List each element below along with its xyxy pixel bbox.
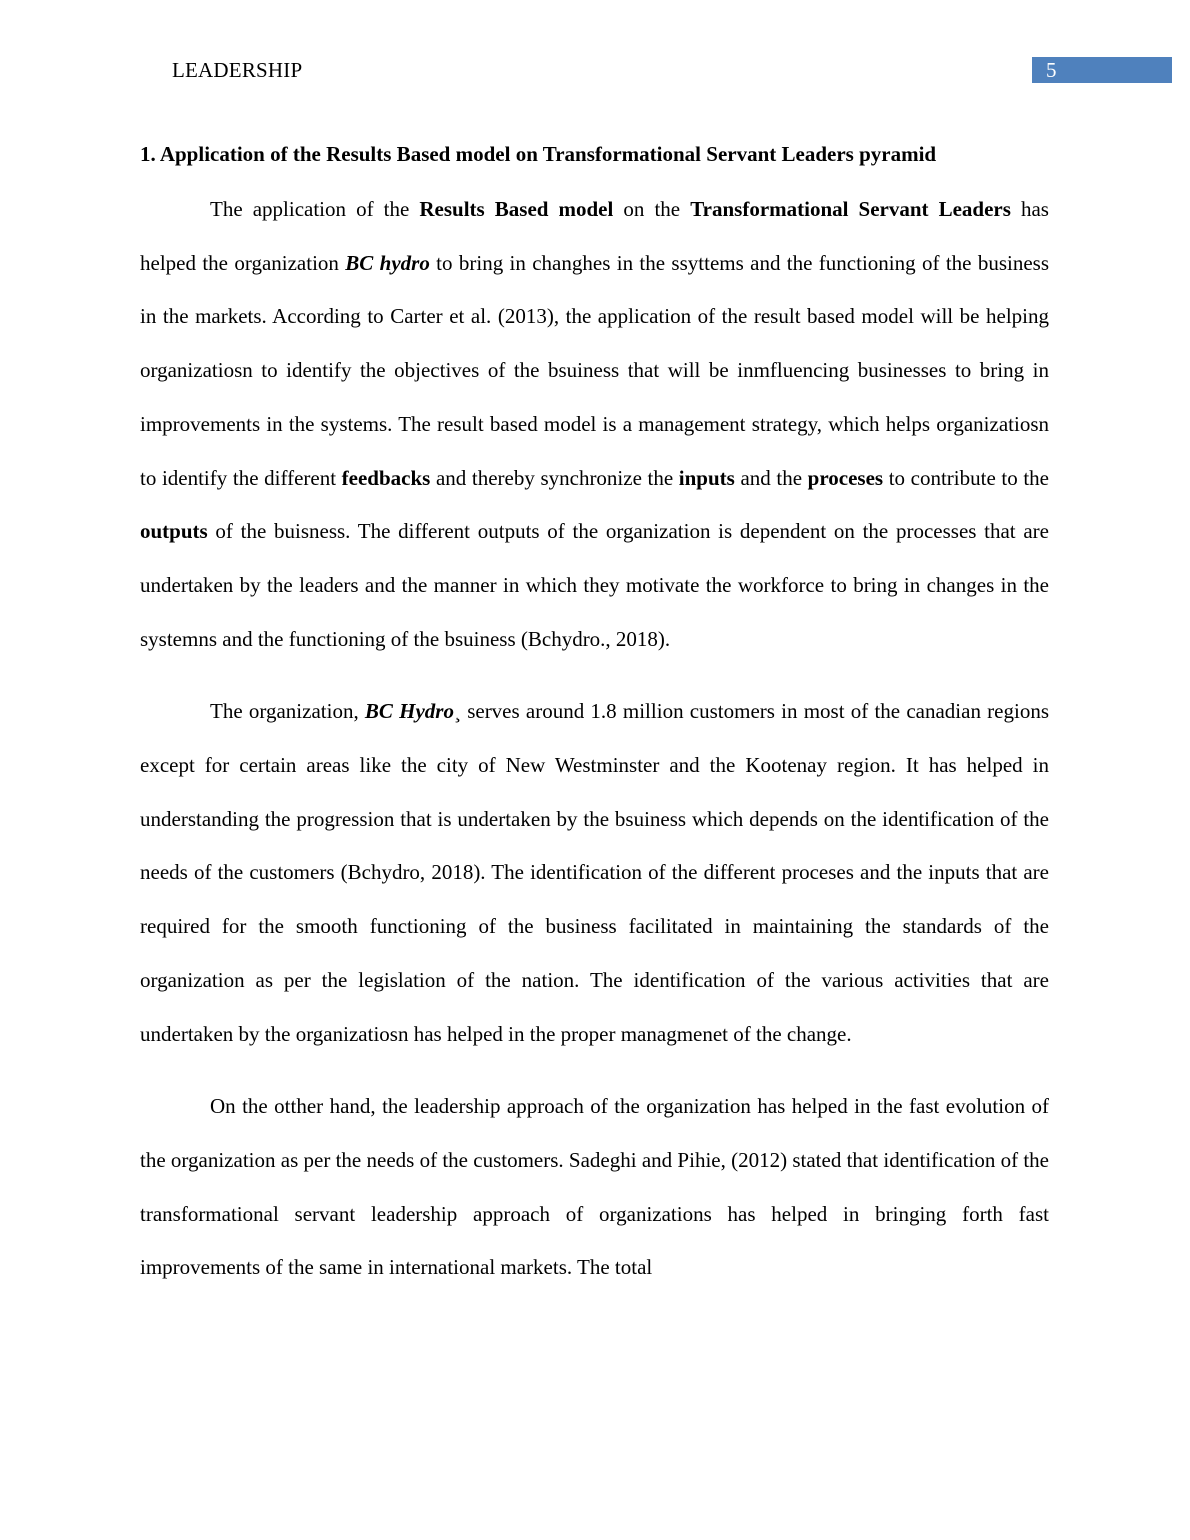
paragraph — [140, 183, 1049, 666]
text-run: ¸ serves around 1.8 million customers in most of the canadian regions except for certain areas like the city of New Westminster and the Kootenay region. It has helped in understanding the progression that is undertaken by the bsuiness which depends on the identification of the needs of the customers (Bchydro, 2018). The identification of the different proceses and the inputs that are required for the smooth functioning of the business facilitated in maintaining the standards of the organization as per the legislation of the nation. The identification of the various activities that are undertaken by the organizatiosn has helped in the proper managmenet of the change. — [140, 699, 1049, 1046]
page-number: 5 — [1032, 57, 1172, 83]
paragraph — [140, 685, 1049, 1061]
text-run: and thereby synchronize the — [430, 465, 679, 490]
bold-term-transformational-servant-leaders: Transformational Servant Leaders — [690, 197, 1011, 221]
bold-term-results-based-model: Results Based model — [419, 197, 614, 221]
text-run: of the buisness. The different outputs of the organization is dependent on the processes that are undertaken by the leaders and the manner in which they motivate the workforce to bring in changes in the systemns and the functioning of the bsuiness (Bchydro., 2018). — [140, 519, 1049, 651]
text-run: On the otther hand, the leadership approach of the organization has helped in the fast evolution of the organization as per the needs of the customers. Sadeghi and Pihie, (2012) stated that identification of the transformational servant leadership approach of organizations has helped in bringing forth fast improvements of the same in international markets. The total — [140, 1094, 1049, 1280]
text-run: The application of the — [210, 197, 420, 221]
document-body — [140, 139, 1049, 1314]
section-heading: 1. Application of the Results Based model on Transformational Servant Leaders pyramid — [140, 142, 937, 166]
bold-term-proceses: proceses — [807, 465, 884, 490]
bold-term-outputs: outputs — [140, 519, 208, 544]
bold-term-feedbacks: feedbacks — [341, 465, 431, 490]
bold-term-inputs: inputs — [678, 465, 735, 490]
organization-name: BC Hydro — [364, 699, 454, 724]
text-run: and the — [734, 465, 808, 490]
paragraph — [140, 1080, 1049, 1295]
text-run: to contribute to the — [883, 465, 1049, 490]
organization-name: BC hydro — [345, 250, 430, 275]
running-head: LEADERSHIP — [172, 58, 303, 82]
text-run: to bring in changhes in the ssyttems and the functioning of the business in the markets. According to Carter et al. (2013), the application of the result based model will be helping organizatiosn to identify the objectives of the bsuiness that will be inmfluencing businesses to bring in improvements in the systems. The result based model is a management strategy, which helps organizatiosn to identify the different — [140, 250, 1050, 490]
text-run: has helped the organization — [140, 197, 1049, 275]
text-run: on the — [613, 197, 691, 221]
text-run: The organization, — [210, 699, 365, 724]
